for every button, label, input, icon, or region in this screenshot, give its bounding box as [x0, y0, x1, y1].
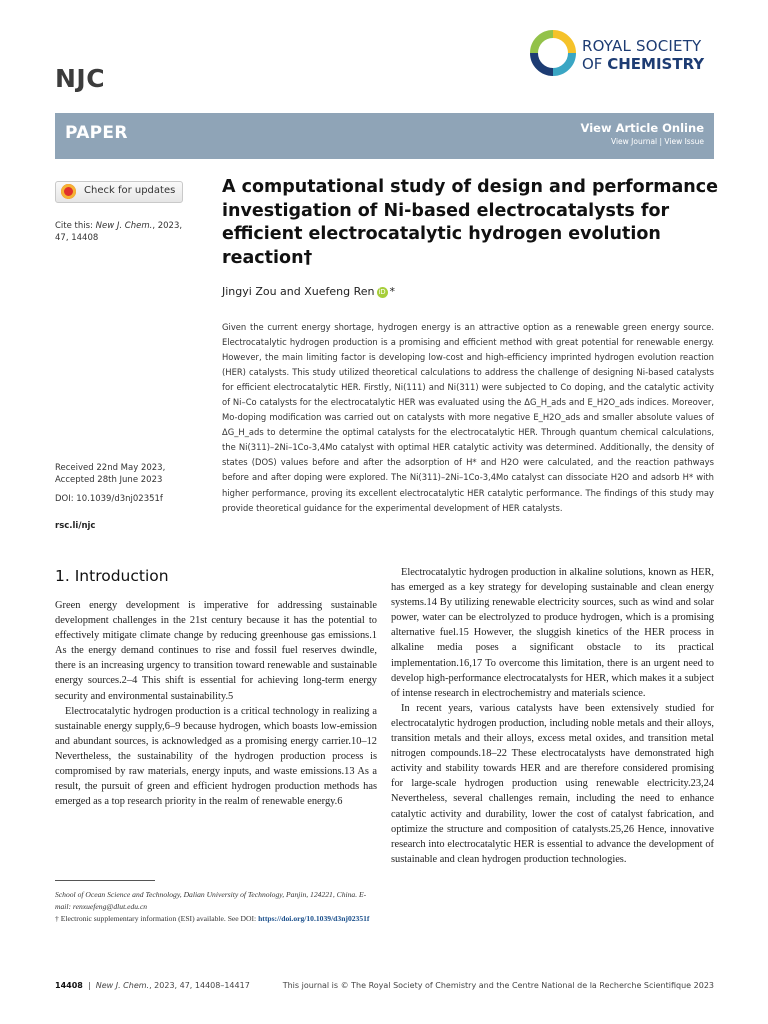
author-list — [222, 285, 395, 298]
article-type-label: PAPER — [65, 123, 128, 143]
paragraph: In recent years, various catalysts have been extensively studied for electrocatalytic hydrogen production, including noble metals and their alloys, transition metals and their alloys, excess metal oxides, and transition metal nitrogen compounds.18–22 These electrocatalysts have demonstrated high activity and stability towards HER and are therefore considered promising for large-scale hydrogen production using renewable electricity.23,24 Nevertheless, several challenges remain, including the need to enhance catalytic activity and durability, lower the cost of catalyst fabrication, and optimize the structure and composition of catalysts.25,26 Hence, innovative research into electrocatalytic HER is essential to advance the development of sustainable and clean hydrogen production technologies. — [391, 702, 714, 865]
esi-doi-link[interactable]: https://doi.org/10.1039/d3nj02351f — [258, 913, 370, 923]
copyright-line: This journal is © The Royal Society of Chemistry and the Centre National de la Recherche Scientifique 2023 — [282, 981, 714, 990]
footnote-divider — [55, 880, 155, 881]
page-footer: 14408 | New J. Chem., 2023, 47, 14408–14417 This journal is © The Royal Society of Chemistry and the Centre National de la Recherche Scientifique 2023 — [55, 981, 714, 990]
affiliation-note: School of Ocean Science and Technology, Dalian University of Technology, Panjin, 124221, China. E-mail: renxuefeng@dlut.edu.cn — [55, 890, 367, 911]
body-column-left — [55, 598, 377, 809]
body-column-right — [391, 565, 714, 867]
rsc-name-line2: OF CHEMISTRY — [582, 55, 705, 73]
view-article-online-link[interactable]: View Article Online — [580, 121, 704, 135]
paragraph: Green energy development is imperative for addressing sustainable development challenges in the 21st century because it has the potential to effectively mitigate climate change by reducing greenhouse gas emissions.1 As the energy demand continues to rise and fossil fuel reserves dwindle, there is an increasing urgency to transition toward renewable and sustainable energy sources.2–4 This shift is essential for achieving long-term energy security and environmental sustainability.5 — [55, 600, 377, 702]
journal-name: NJC — [55, 64, 106, 93]
citation-info: Cite this: New J. Chem., 2023, 47, 14408 — [55, 221, 183, 243]
article-title: A computational study of design and performance investigation of Ni-based electrocatalysts for efficient electrocatalytic hydrogen evolution reaction† — [222, 177, 718, 268]
esi-note: † Electronic supplementary information (ESI) available. See DOI: https://doi.org/10.1039/d3nj02351f — [55, 913, 370, 923]
paragraph: Electrocatalytic hydrogen production is a critical technology in realizing a sustainable energy supply,6–9 because hydrogen, which boasts low-emission and abundant sources, is acknowledged as a promising energy carrier.10–12 Nevertheless, the sustainability of the hydrogen production process is compromised by raw materials, energy inputs, and waste emissions.13 As a result, the pursuit of green and efficient hydrogen production methods has emerged as a top research priority in the realm of renewable energy.6 — [55, 705, 377, 808]
doi-label: DOI: 10.1039/d3nj02351f — [55, 494, 163, 504]
rsc-ring-icon — [530, 30, 576, 76]
abstract: Given the current energy shortage, hydrogen energy is an attractive option as a renewable green energy source. Electrocatalytic hydrogen production is a promising and efficient method with great potential for renewable energy. However, the main limiting factor is developing low-cost and high-efficiency imprinted hydrogen evolution reaction (HER) catalysts. This study utilized theoretical calculations to address the challenge of designing Ni-based catalysts for efficient electrocatalytic HER. Firstly, Ni(111) and Ni(311) were subjected to Co doping, and the catalytic activity of Ni–Co catalysts for the electrocatalytic HER was evaluated using the ΔG_H_ads and E_H2O_ads indices. Moreover, Mo-doping modification was carried out on catalysts with more negative E_H2O_ads and smaller absolute values of ΔG_H_ads to determine the optimal catalysts for the electrocatalytic HER. Through quantum chemical calculations, the Ni(311)–2Ni–1Co-3,4Mo catalyst with optimal HER catalytic activity was determined. Additionally, the density of states (DOS) values before and after the adsorption of H* and H2O were calculated, and the reaction pathways before and after doping were explored. The Ni(311)–2Ni–1Co-3,4Mo catalyst can dissociate H2O and adsorb H* with higher performance, proving its excellent electrocatalytic HER catalytic performance. The findings of this study may provide theoretical guidance for the experimental development of HER catalysts. — [222, 322, 714, 513]
received-dates: Received 22nd May 2023, Accepted 28th June 2023 — [55, 463, 166, 485]
orcid-icon[interactable]: iD — [378, 288, 386, 296]
journal-short-link[interactable]: rsc.li/njc — [55, 521, 96, 531]
rsc-name-line1: ROYAL SOCIETY — [582, 37, 702, 55]
view-journal-issue-links[interactable]: View Journal | View Issue — [611, 137, 704, 146]
rsc-logo[interactable] — [530, 30, 720, 80]
check-for-updates-label: Check for updates — [84, 185, 176, 196]
author-names: Jingyi Zou and Xuefeng Ren — [222, 285, 375, 298]
paragraph: Electrocatalytic hydrogen production in alkaline solutions, known as HER, has emerged as a key strategy for developing sustainable and clean energy systems.14 By utilizing renewable electricity sources, such as wind and solar power, water can be electrolyzed to produce hydrogen, which is a promising alternative fuel.15 However, the sluggish kinetics of the HER process in alkaline media poses a significant obstacle to its practical implementation.16,17 To overcome this limitation, there is an urgent need to develop high-performance electrocatalysts for HER, which makes it a subject of intense research in electrochemistry and materials science. — [391, 567, 714, 699]
article-type-band — [55, 113, 714, 159]
section-heading-introduction: 1. Introduction — [55, 567, 169, 585]
check-for-updates-button[interactable] — [55, 181, 183, 203]
corresponding-author-mark: * — [389, 285, 395, 298]
page-number: 14408 — [55, 981, 83, 990]
footnotes — [55, 889, 377, 924]
crossmark-icon — [61, 184, 76, 199]
